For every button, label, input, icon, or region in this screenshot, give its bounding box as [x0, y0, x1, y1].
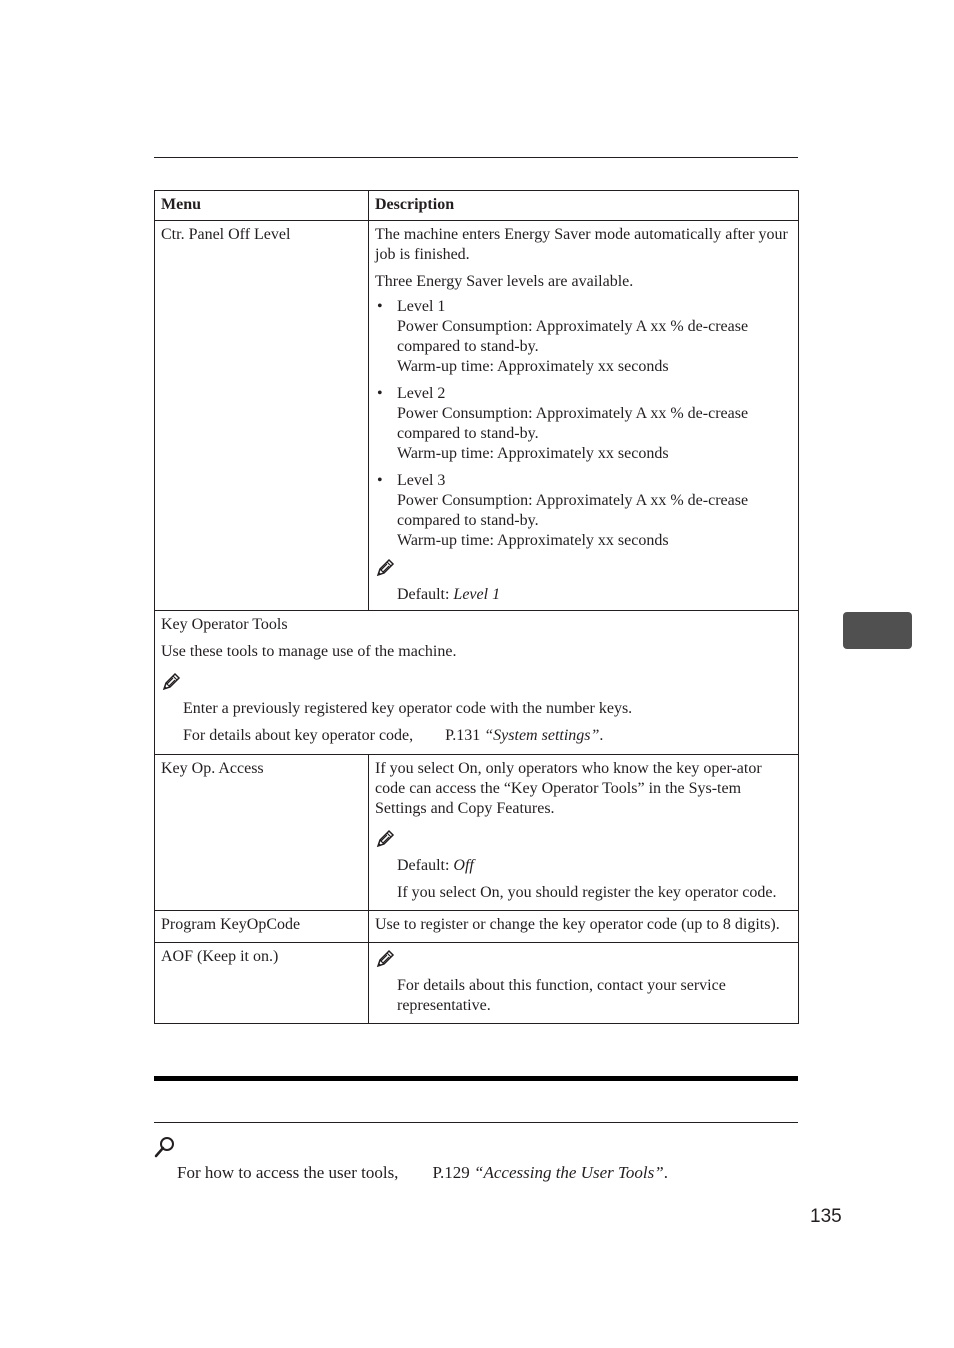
menu-ctr-panel-off-level: Ctr. Panel Off Level: [155, 221, 369, 611]
section-title: Key Operator Tools: [161, 616, 288, 633]
menu-key-op-access: Key Op. Access: [155, 755, 369, 911]
default-label: Default:: [397, 586, 454, 603]
reference-page: P.131: [445, 727, 485, 744]
header-rule: [154, 157, 798, 158]
reference-suffix: .: [663, 1163, 668, 1182]
note-text: Enter a previously registered key operator code with the number keys.: [183, 700, 633, 717]
description-program-keyopcode: Use to register or change the key operator code (up to 8 digits).: [369, 911, 799, 943]
reference-arrow-icon: [423, 726, 439, 742]
default-label: Default:: [397, 857, 454, 874]
level-name: • Level 2: [397, 385, 446, 402]
level-power: Power Consumption: Approximately A xx % de-crease compared to stand-by.: [397, 405, 749, 442]
default-line: [375, 585, 792, 605]
level-warmup: Warm-up time: Approximately xx seconds: [397, 532, 669, 549]
key-operator-tools-section: [155, 611, 799, 755]
level-warmup: Warm-up time: Approximately xx seconds: [397, 358, 669, 375]
reference-title: “Accessing the User Tools”: [474, 1163, 664, 1182]
table-row: [155, 755, 799, 911]
list-item: [375, 297, 792, 377]
level-name: • Level 3: [397, 472, 446, 489]
default-value: Off: [453, 857, 474, 874]
section-description: Use these tools to manage use of the machine.: [161, 643, 457, 660]
reference-prefix: For details about key operator code,: [183, 727, 414, 744]
reference-title: “System settings”: [484, 727, 600, 744]
page-number: 135: [810, 1206, 842, 1227]
settings-table: [154, 190, 799, 1024]
default-value: Level 1: [453, 586, 501, 603]
pencil-note-icon: [161, 672, 181, 692]
list-item: [375, 384, 792, 464]
section-divider-thin: [154, 1122, 798, 1123]
pencil-note-icon: [375, 949, 395, 969]
level-name: • Level 1: [397, 298, 446, 315]
description-text: If you select On, only operators who know the key oper-ator code can access the “Key Operator Tools” in the Sys-tem Settings and Copy Features.: [375, 760, 762, 817]
description-aof: [369, 943, 799, 1024]
note-text: If you select On, you should register the key operator code.: [397, 884, 777, 901]
reference-arrow-icon: [408, 1162, 426, 1180]
section-divider-thick: [154, 1076, 798, 1081]
table-row: [155, 911, 799, 943]
level-power: Power Consumption: Approximately A xx % de-crease compared to stand-by.: [397, 492, 749, 529]
description-text: Three Energy Saver levels are available.: [375, 273, 634, 290]
description-ctr-panel: [369, 221, 799, 611]
description-key-op-access: [369, 755, 799, 911]
level-power: Power Consumption: Approximately A xx % de-crease compared to stand-by.: [397, 318, 749, 355]
table-row: [155, 943, 799, 1024]
menu-aof: AOF (Keep it on.): [155, 943, 369, 1024]
note-reference: [161, 726, 792, 746]
magnifier-reference-icon: [154, 1136, 176, 1158]
energy-level-list: [375, 297, 792, 551]
table-row: [155, 611, 799, 755]
chapter-tab-marker: [843, 612, 912, 649]
description-text: The machine enters Energy Saver mode automatically after your job is finished.: [375, 226, 788, 263]
note-text: For details about this function, contact your service representative.: [397, 977, 726, 1014]
header-menu: Menu: [155, 191, 369, 221]
table-header-row: [155, 191, 799, 221]
level-warmup: Warm-up time: Approximately xx seconds: [397, 445, 669, 462]
pencil-note-icon: [375, 558, 395, 578]
list-item: [375, 471, 792, 551]
default-line: [375, 856, 792, 876]
reference-prefix: For how to access the user tools,: [177, 1163, 399, 1182]
menu-program-keyopcode: Program KeyOpCode: [155, 911, 369, 943]
reference-page: P.129: [432, 1163, 475, 1182]
reference-suffix: .: [599, 727, 604, 744]
user-tools-reference: [177, 1162, 668, 1184]
pencil-note-icon: [375, 829, 395, 849]
header-description: Description: [369, 191, 799, 221]
table-row: [155, 221, 799, 611]
